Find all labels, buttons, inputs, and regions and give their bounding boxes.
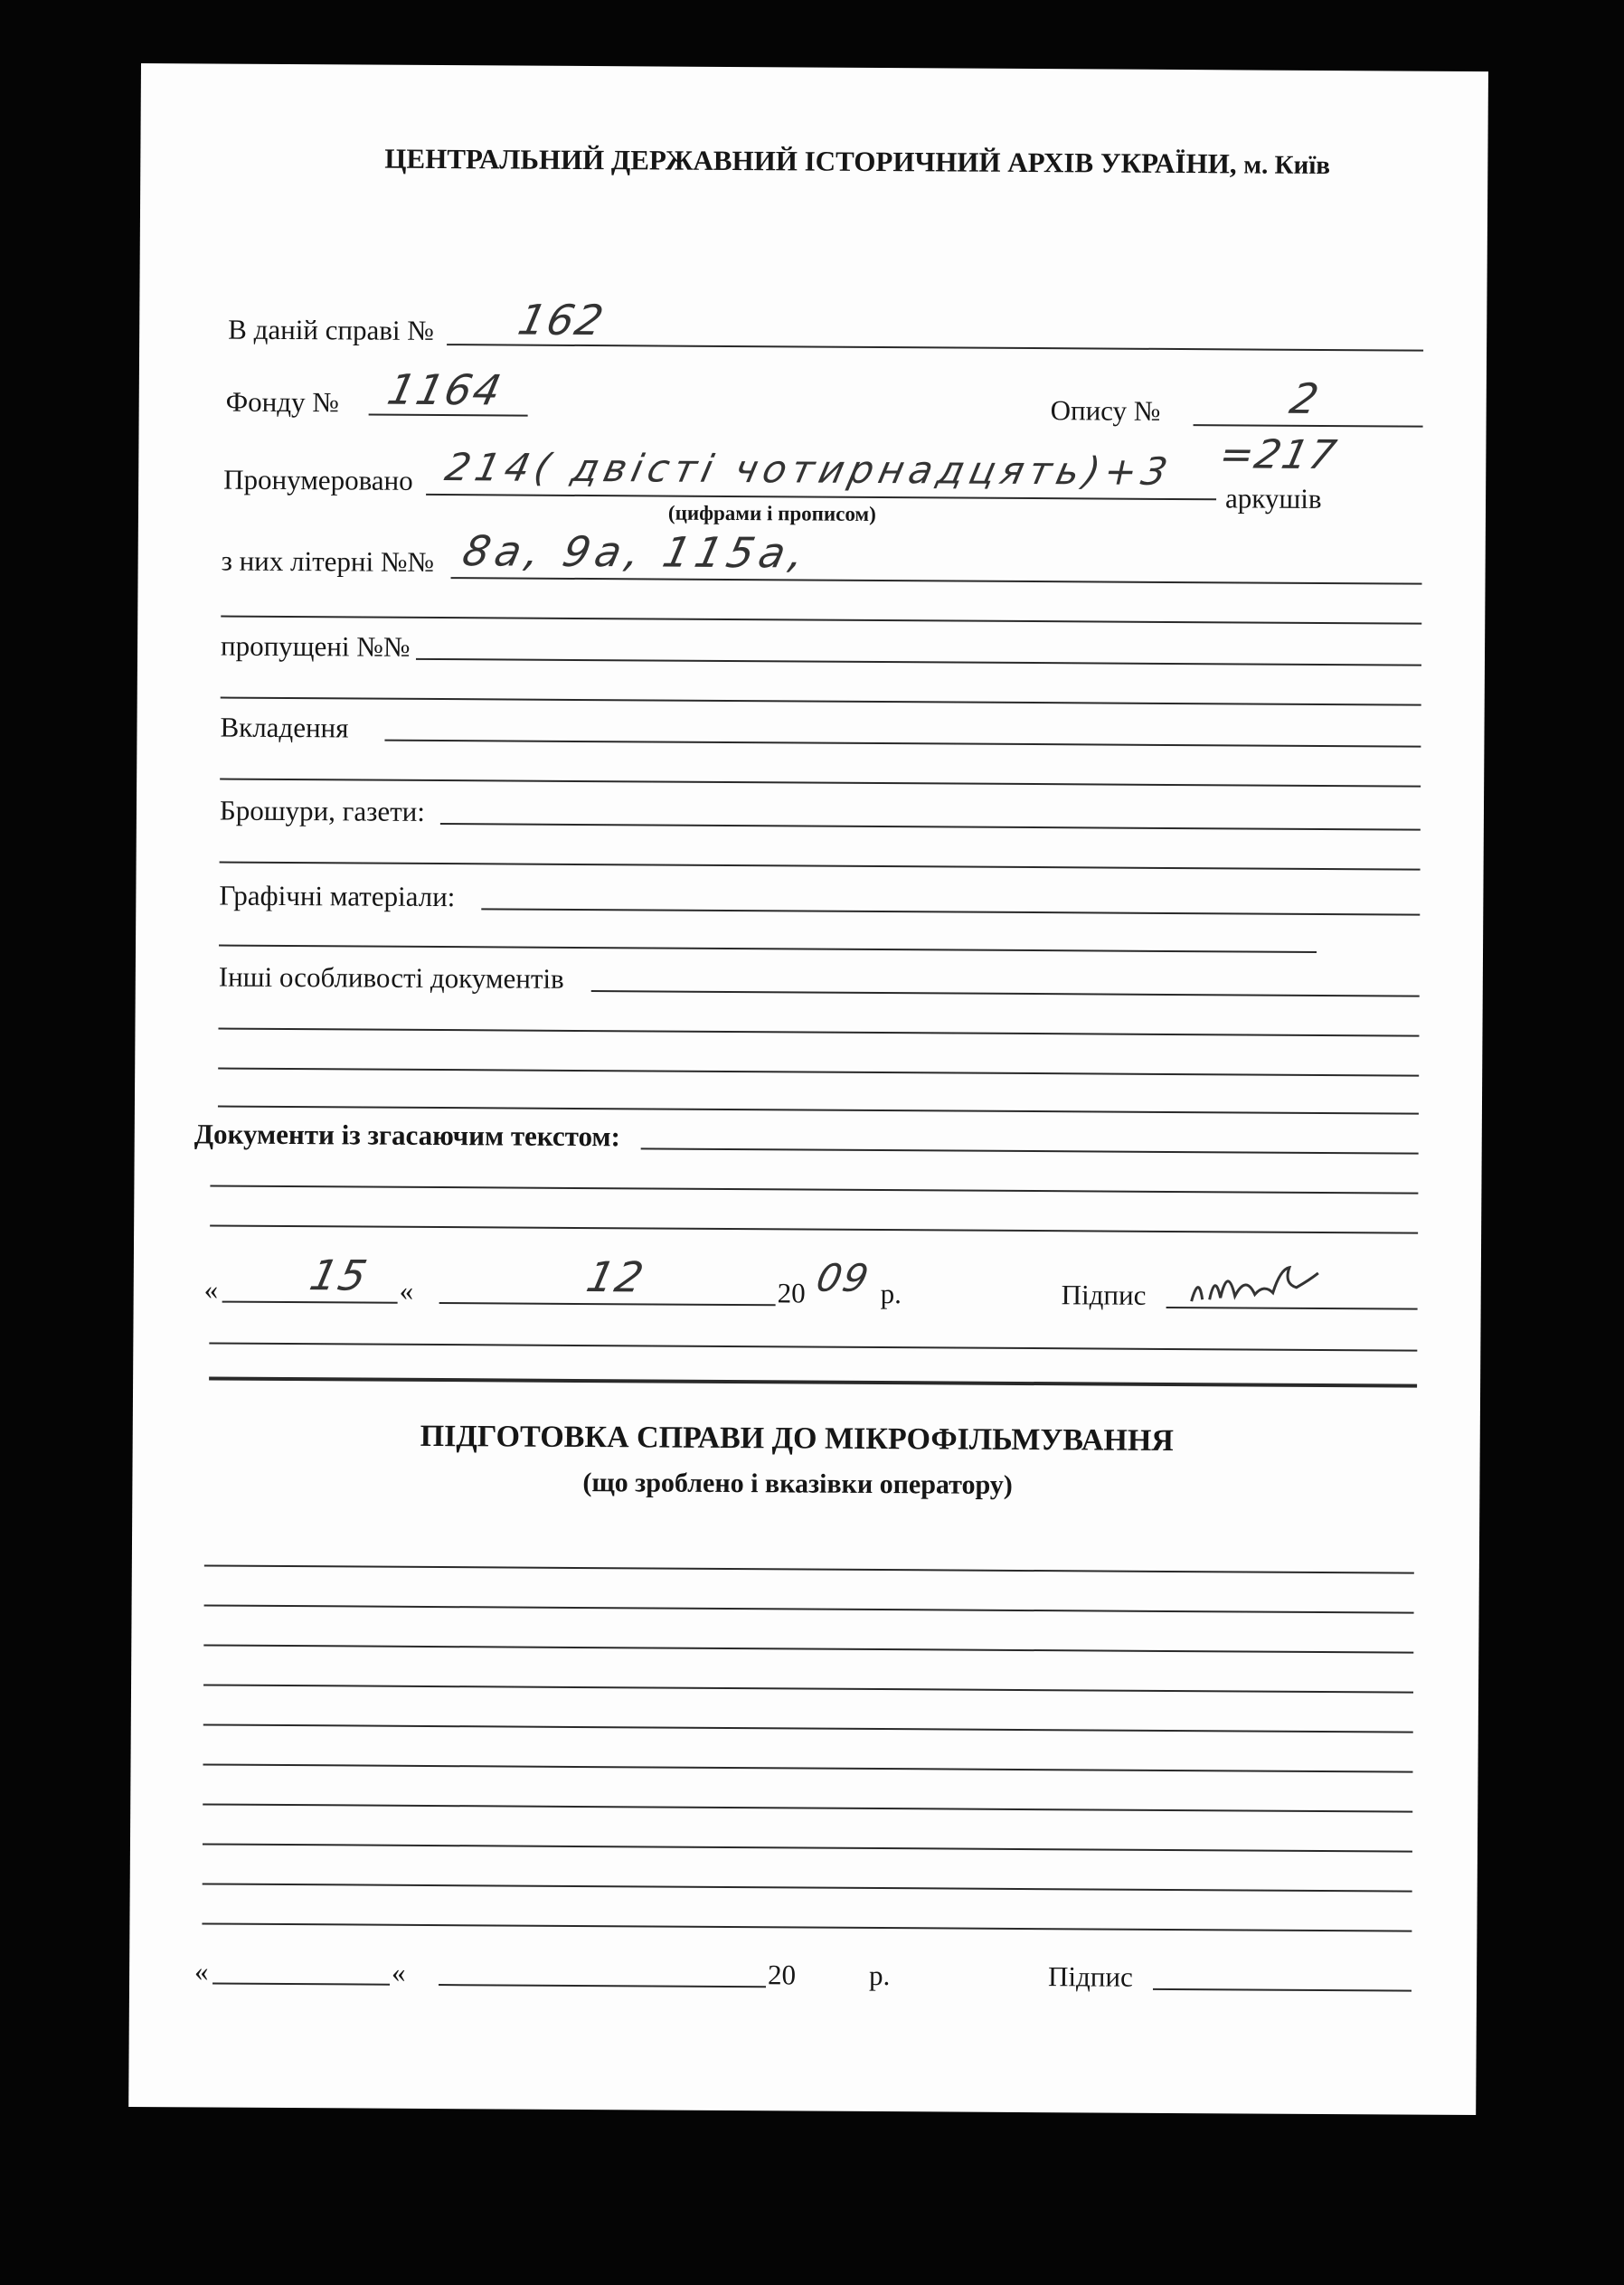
fading-line-2 — [210, 1185, 1418, 1194]
opys-value: 2 — [1285, 373, 1325, 423]
archive-city: м. Київ — [1243, 150, 1331, 181]
brochures-label: Брошури, газети: — [219, 794, 426, 827]
graphic-line — [481, 908, 1420, 915]
fond-label: Фонду № — [225, 385, 340, 419]
brochures-line-2 — [220, 862, 1421, 871]
brochures-line — [440, 823, 1421, 831]
numbered-line — [426, 494, 1216, 500]
microfilm-line-5 — [203, 1723, 1413, 1733]
microfilm-line-10 — [202, 1922, 1412, 1931]
missing-label: пропущені №№ — [220, 629, 411, 663]
microfilm-line-3 — [203, 1644, 1413, 1653]
case-line — [447, 344, 1423, 352]
date-year-prefix: 20 — [777, 1277, 806, 1309]
opys-label: Опису № — [1050, 394, 1161, 427]
opys-line — [1194, 424, 1423, 428]
letter-line-2 — [221, 616, 1421, 625]
microfilm-line-8 — [203, 1843, 1412, 1852]
microfilm-line-9 — [203, 1883, 1412, 1892]
case-label: В даній справі № — [228, 313, 434, 346]
numbered-hint: (цифрами і прописом) — [667, 501, 876, 525]
microfilm-subtitle: (що зроблено і вказівки оператору) — [582, 1468, 1013, 1500]
other-label: Інші особливості документів — [218, 960, 564, 995]
missing-line — [416, 658, 1421, 666]
graphic-line-2 — [219, 945, 1317, 953]
date-r: р. — [880, 1278, 902, 1310]
mf-date-year-prefix: 20 — [767, 1959, 797, 1991]
numbered-total: =217 — [1214, 431, 1342, 479]
microfilm-line-2 — [204, 1604, 1414, 1613]
date-day: 15 — [305, 1251, 373, 1300]
microfilm-title: ПІДГОТОВКА СПРАВИ ДО МІКРОФІЛЬМУВАННЯ — [420, 1419, 1174, 1459]
mf-signature-line — [1153, 1988, 1412, 1992]
date-month-line — [439, 1302, 776, 1306]
microfilm-line-1 — [204, 1564, 1414, 1573]
numbered-value: 214( двісті чотирнадцять)+3 — [441, 445, 1177, 494]
signature-label: Підпис — [1061, 1279, 1147, 1311]
date-day-line — [222, 1301, 398, 1304]
date-year-suffix: 09 — [812, 1255, 874, 1300]
mf-date-open-quote: « — [194, 1955, 209, 1988]
attach-label: Вкладення — [220, 711, 349, 744]
other-line-2 — [218, 1028, 1419, 1037]
fading-label: Документи із згасаючим текстом: — [194, 1118, 621, 1153]
case-value: 162 — [514, 295, 609, 345]
fond-value: 1164 — [382, 364, 507, 415]
graphic-label: Графічні матеріали: — [219, 879, 456, 913]
mf-signature-label: Підпис — [1047, 1960, 1133, 1993]
numbered-label: Пронумеровано — [223, 463, 413, 496]
letter-value: 8а, 9а, 115а, — [458, 526, 815, 578]
archive-title: ЦЕНТРАЛЬНИЙ ДЕРЖАВНИЙ ІСТОРИЧНИЙ АРХІВ УКРАЇНИ, м. Київ — [384, 142, 1331, 181]
other-line — [591, 990, 1420, 997]
fading-line-3 — [210, 1224, 1418, 1233]
date-open-quote: « — [203, 1273, 219, 1306]
other-line-4 — [218, 1106, 1419, 1115]
microfilm-line-7 — [203, 1803, 1412, 1812]
microfilm-line-4 — [203, 1684, 1413, 1693]
date-month: 12 — [581, 1252, 650, 1302]
other-line-3 — [218, 1068, 1419, 1077]
signature-mark — [1183, 1247, 1364, 1320]
mf-date-r: р. — [868, 1959, 891, 1992]
microfilm-line-6 — [203, 1763, 1413, 1772]
fading-line — [641, 1147, 1419, 1154]
sheets-label: аркушів — [1224, 482, 1322, 515]
date-close-quote: « — [399, 1274, 414, 1307]
mf-date-close-quote: « — [392, 1956, 406, 1988]
archive-form-sheet — [128, 63, 1488, 2115]
attach-line — [384, 740, 1421, 748]
mf-date-month-line — [439, 1984, 766, 1988]
letter-label: з них літерні №№ — [221, 544, 435, 578]
letter-line — [451, 577, 1422, 585]
section-divider — [209, 1376, 1417, 1387]
mf-date-day-line — [212, 1983, 390, 1986]
attach-line-2 — [220, 779, 1421, 788]
missing-line-2 — [221, 697, 1421, 706]
date-line-2 — [209, 1342, 1417, 1351]
